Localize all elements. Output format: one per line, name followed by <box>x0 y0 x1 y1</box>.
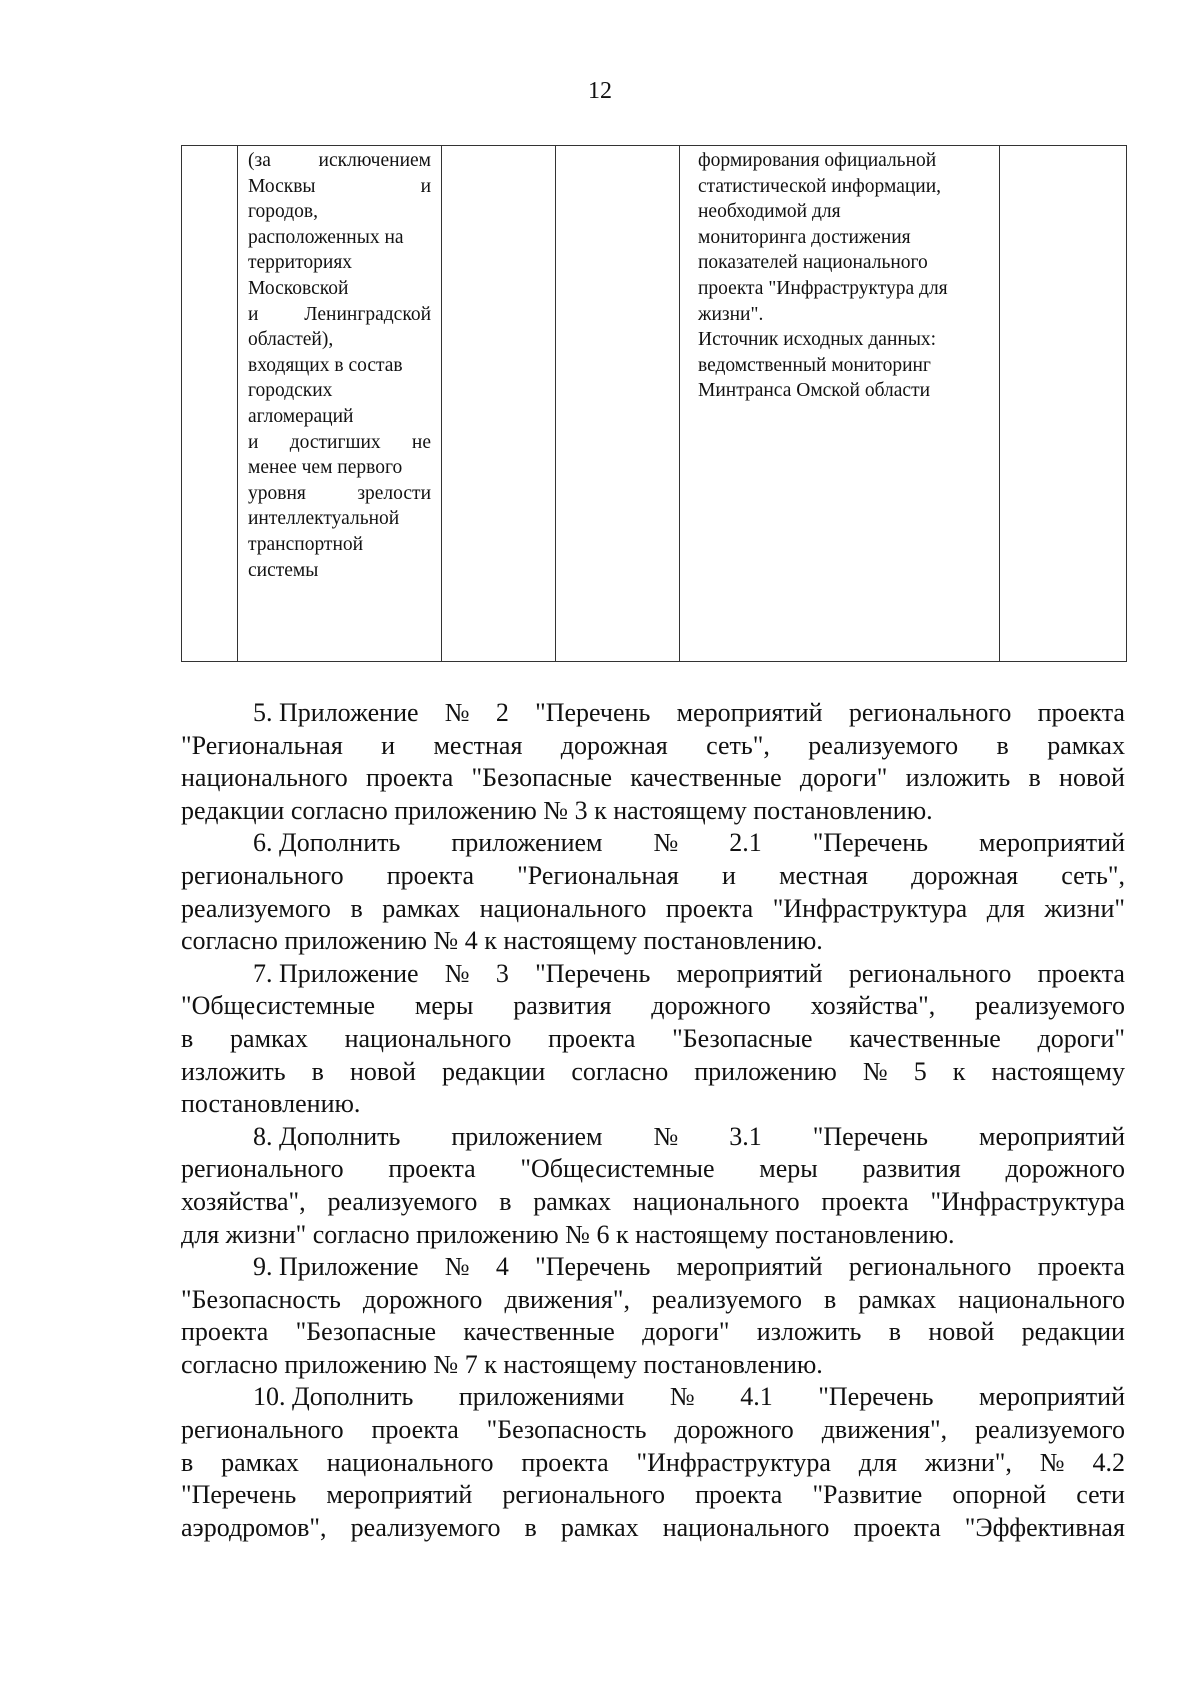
paragraph-line: "Перечень мероприятий регионального проекта "Развитие опорной сети <box>181 1480 1125 1510</box>
paragraph-line: в рамках национального проекта "Безопасные качественные дороги" <box>181 1023 1125 1053</box>
note-line: Минтранса Омской области <box>698 380 931 402</box>
paragraph-line: для жизни" согласно приложению № 6 к настоящему постановлению. <box>181 1219 955 1249</box>
note-line: Источник исходных данных: <box>698 329 937 351</box>
paragraph <box>181 1251 1125 1381</box>
note-line: статистической информации, <box>698 175 942 197</box>
table-cell-empty <box>1000 146 1127 662</box>
paragraph-line: 10. Дополнить приложениями № 4.1 "Перечень мероприятий <box>253 1382 1125 1412</box>
description-line: расположенных на <box>248 226 404 248</box>
paragraph-line: 9. Приложение № 4 "Перечень мероприятий регионального проекта <box>253 1252 1125 1282</box>
paragraph-line: регионального проекта "Общесистемные меры развития дорожного <box>181 1154 1125 1184</box>
description-line: Московской <box>248 277 349 299</box>
paragraph-line: 8. Дополнить приложением № 3.1 "Перечень мероприятий <box>253 1121 1125 1151</box>
paragraph <box>181 958 1125 1121</box>
paragraph-line: "Безопасность дорожного движения", реализуемого в рамках национального <box>181 1284 1125 1314</box>
description-line: городов, <box>248 201 318 223</box>
paragraph-line: аэродромов", реализуемого в рамках национального проекта "Эффективная <box>181 1512 1125 1542</box>
note-line: проекта "Инфраструктура для <box>698 277 948 299</box>
description-line: уровня зрелости <box>248 482 431 504</box>
table-cell-empty <box>442 146 556 662</box>
description-line: и достигших не <box>248 431 431 453</box>
note-line: жизни". <box>698 303 764 325</box>
description-line: системы <box>248 559 319 581</box>
note-line: необходимой для <box>698 201 841 223</box>
description-line: городских <box>248 380 333 402</box>
description-line: и Ленинградской <box>248 303 431 325</box>
paragraph-line: согласно приложению № 7 к настоящему постановлению. <box>181 1349 823 1379</box>
paragraph-line: национального проекта "Безопасные качественные дороги" изложить в новой <box>181 763 1125 793</box>
description-line: областей), <box>248 329 334 351</box>
description-line: Москвы и <box>248 175 431 197</box>
paragraph-line: в рамках национального проекта "Инфраструктура для жизни", № 4.2 <box>181 1447 1125 1477</box>
description-line: входящих в состав <box>248 354 403 376</box>
description-line: территориях <box>248 252 353 274</box>
paragraph-line: регионального проекта "Безопасность дорожного движения", реализуемого <box>181 1415 1125 1445</box>
table-cell-empty <box>556 146 680 662</box>
table-cell-number <box>182 146 238 662</box>
table-cell-methodology <box>680 146 1000 662</box>
note-line: показателей национального <box>698 252 928 274</box>
paragraph <box>181 697 1125 827</box>
paragraph-line: реализуемого в рамках национального проекта "Инфраструктура для жизни" <box>181 893 1125 923</box>
note-line: ведомственный мониторинг <box>698 354 931 376</box>
description-line: агломераций <box>248 405 354 427</box>
methodology-note <box>680 146 999 404</box>
document-body <box>181 697 1125 1544</box>
table-cell-description <box>238 146 442 662</box>
paragraph <box>181 827 1125 957</box>
table-row <box>182 146 1127 662</box>
paragraph-line: 7. Приложение № 3 "Перечень мероприятий регионального проекта <box>253 958 1125 988</box>
note-line: мониторинга достижения <box>698 226 911 248</box>
description-line: (за исключением <box>248 150 431 171</box>
paragraph-line: 6. Дополнить приложением № 2.1 "Перечень мероприятий <box>253 828 1125 858</box>
paragraph <box>181 1121 1125 1251</box>
description-line: менее чем первого <box>248 457 403 479</box>
paragraph-line: "Общесистемные меры развития дорожного хозяйства", реализуемого <box>181 991 1125 1021</box>
paragraph-line: 5. Приложение № 2 "Перечень мероприятий регионального проекта <box>253 698 1125 727</box>
description-line: транспортной <box>248 533 364 555</box>
description-line: интеллектуальной <box>248 508 400 530</box>
paragraph-line: согласно приложению № 4 к настоящему постановлению. <box>181 926 823 956</box>
paragraph-line: регионального проекта "Региональная и местная дорожная сеть", <box>181 860 1125 890</box>
paragraph <box>181 1381 1125 1544</box>
paragraph-line: проекта "Безопасные качественные дороги" изложить в новой редакции <box>181 1317 1125 1347</box>
note-line: формирования официальной <box>698 150 937 171</box>
continuation-table <box>181 145 1127 662</box>
paragraph-line: постановлению. <box>181 1089 361 1119</box>
paragraph-line: "Региональная и местная дорожная сеть", реализуемого в рамках <box>181 730 1125 760</box>
indicator-description <box>238 146 441 583</box>
paragraph-line: хозяйства", реализуемого в рамках национального проекта "Инфраструктура <box>181 1186 1125 1216</box>
paragraph-line: редакции согласно приложению № 3 к настоящему постановлению. <box>181 795 933 825</box>
page-number: 12 <box>588 78 612 104</box>
paragraph-line: изложить в новой редакции согласно приложению № 5 к настоящему <box>181 1056 1125 1086</box>
